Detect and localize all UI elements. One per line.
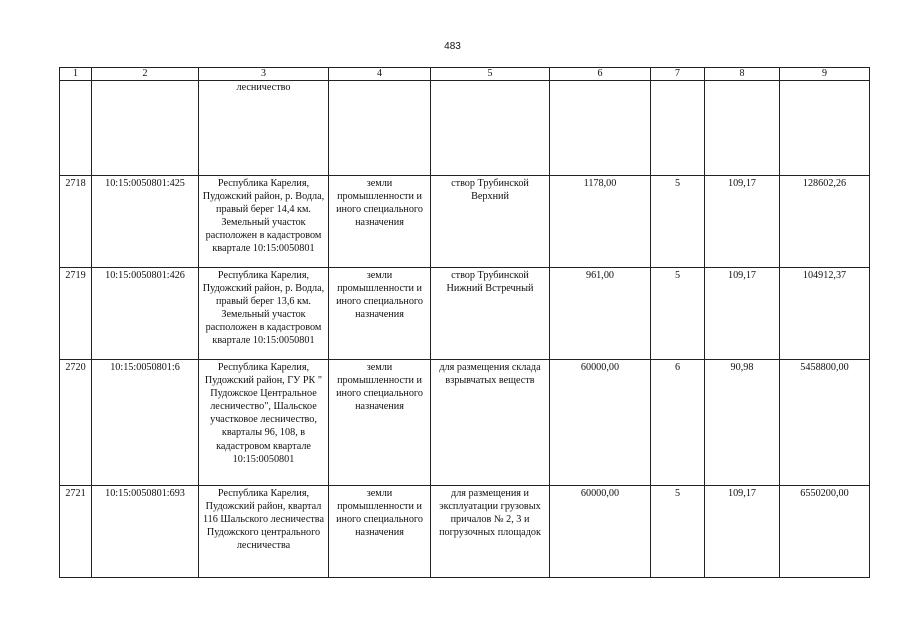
group-cell: 5 xyxy=(651,176,705,268)
row-number-cell: 2718 xyxy=(60,176,92,268)
area-cell: 1178,00 xyxy=(550,176,651,268)
cadastral-number-cell: 10:15:0050801:426 xyxy=(92,268,199,360)
column-header: 7 xyxy=(651,68,705,81)
area-cell: 60000,00 xyxy=(550,360,651,486)
table-row xyxy=(60,81,870,176)
rate-cell: 109,17 xyxy=(705,176,780,268)
value-cell: 5458800,00 xyxy=(780,360,870,486)
column-header: 2 xyxy=(92,68,199,81)
header-row xyxy=(60,68,870,81)
table-row xyxy=(60,360,870,486)
area-cell: 961,00 xyxy=(550,268,651,360)
row-number-cell: 2720 xyxy=(60,360,92,486)
cadastral-number-cell: 10:15:0050801:425 xyxy=(92,176,199,268)
value-cell xyxy=(780,81,870,176)
group-cell: 5 xyxy=(651,268,705,360)
land-category-cell: земли промышленности и иного специального назначения xyxy=(329,176,431,268)
column-header: 6 xyxy=(550,68,651,81)
value-cell: 6550200,00 xyxy=(780,486,870,578)
rate-cell: 90,98 xyxy=(705,360,780,486)
table-row xyxy=(60,268,870,360)
cadastral-number-cell xyxy=(92,81,199,176)
row-number-cell: 2719 xyxy=(60,268,92,360)
column-header: 1 xyxy=(60,68,92,81)
group-cell xyxy=(651,81,705,176)
land-category-cell: земли промышленности и иного специального назначения xyxy=(329,486,431,578)
land-category-cell: земли промышленности и иного специального назначения xyxy=(329,360,431,486)
rate-cell: 109,17 xyxy=(705,268,780,360)
land-category-cell: земли промышленности и иного специального назначения xyxy=(329,268,431,360)
location-cell: Республика Карелия, Пудожский район, р. Водла, правый берег 13,6 км. Земельный участок расположен в кадастровом квартале 10:15:0050801 xyxy=(199,268,329,360)
group-cell: 5 xyxy=(651,486,705,578)
page-number: 483 xyxy=(444,41,461,52)
rate-cell xyxy=(705,81,780,176)
rate-cell: 109,17 xyxy=(705,486,780,578)
column-header: 4 xyxy=(329,68,431,81)
column-header: 3 xyxy=(199,68,329,81)
permitted-use-cell: створ Трубинской Нижний Встречный xyxy=(431,268,550,360)
permitted-use-cell: створ Трубинской Верхний xyxy=(431,176,550,268)
column-header: 8 xyxy=(705,68,780,81)
area-cell: 60000,00 xyxy=(550,486,651,578)
permitted-use-cell: для размещения склада взрывчатых веществ xyxy=(431,360,550,486)
table-row xyxy=(60,176,870,268)
value-cell: 104912,37 xyxy=(780,268,870,360)
permitted-use-cell: для размещения и эксплуатации грузовых причалов № 2, 3 и погрузочных площадок xyxy=(431,486,550,578)
location-cell: Республика Карелия, Пудожский район, квартал 116 Шальского лесничества Пудожского центрального лесничества xyxy=(199,486,329,578)
cadastral-number-cell: 10:15:0050801:6 xyxy=(92,360,199,486)
location-cell: Республика Карелия, Пудожский район, р. Водла, правый берег 14,4 км. Земельный участок расположен в кадастровом квартале 10:15:0050801 xyxy=(199,176,329,268)
value-cell: 128602,26 xyxy=(780,176,870,268)
location-cell: лесничество xyxy=(199,81,329,176)
location-cell: Республика Карелия, Пудожский район, ГУ РК " Пудожское Центральное лесничество", Шальское участковое лесничество, кварталы 96, 108, в кадастровом квартале 10:15:0050801 xyxy=(199,360,329,486)
row-number-cell: 2721 xyxy=(60,486,92,578)
table-row xyxy=(60,486,870,578)
cadastral-table xyxy=(59,67,870,578)
cadastral-number-cell: 10:15:0050801:693 xyxy=(92,486,199,578)
permitted-use-cell xyxy=(431,81,550,176)
column-header: 5 xyxy=(431,68,550,81)
area-cell xyxy=(550,81,651,176)
column-header: 9 xyxy=(780,68,870,81)
group-cell: 6 xyxy=(651,360,705,486)
row-number-cell xyxy=(60,81,92,176)
land-category-cell xyxy=(329,81,431,176)
